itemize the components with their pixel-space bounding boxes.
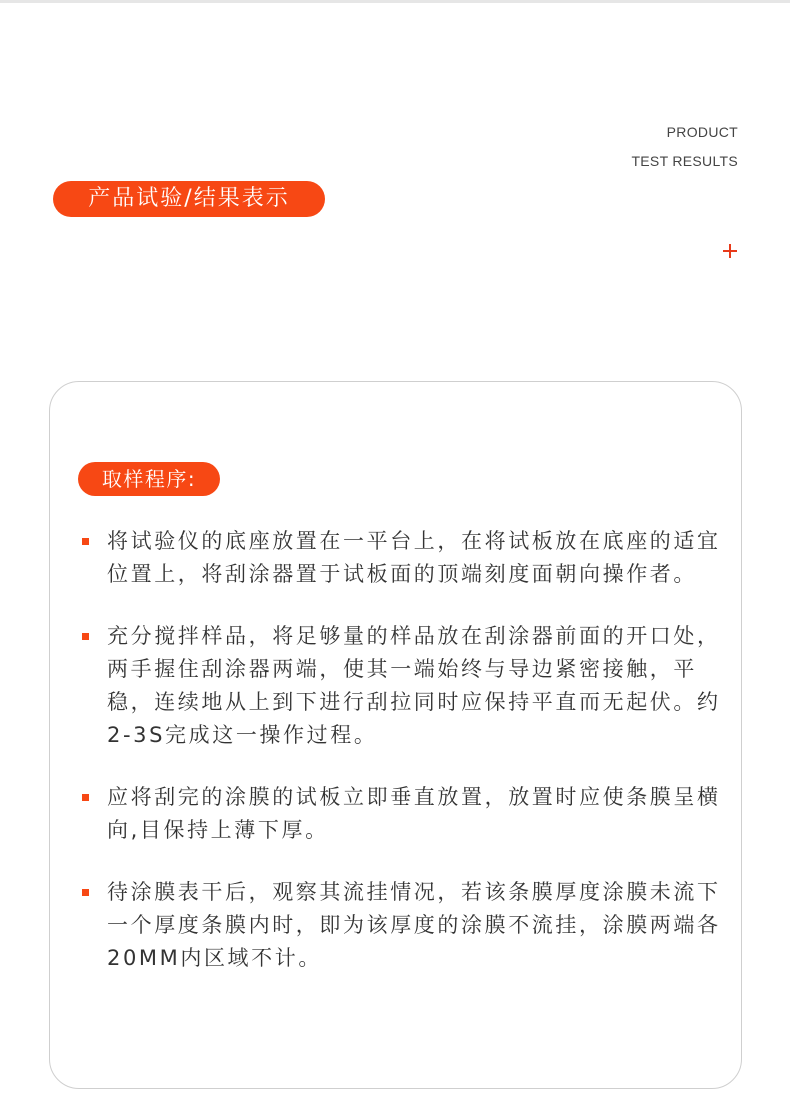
english-heading	[631, 118, 738, 176]
procedure-list	[82, 525, 722, 975]
english-heading-line-1: PRODUCT	[666, 124, 738, 140]
list-item-text: 应将刮完的涂膜的试板立即垂直放置，放置时应使条膜呈横向,目保持上薄下厚。	[107, 785, 721, 842]
page-title: 产品试验/结果表示	[53, 181, 325, 217]
list-item-text: 将试验仪的底座放置在一平台上，在将试板放在底座的适宜位置上，将刮涂器置于试板面的顶端刻度面朝向操作者。	[107, 529, 721, 586]
square-bullet-icon	[82, 889, 89, 896]
square-bullet-icon	[82, 538, 89, 545]
list-item	[82, 620, 722, 752]
plus-icon	[723, 244, 737, 258]
top-divider	[0, 0, 790, 3]
list-item-text: 充分搅拌样品，将足够量的样品放在刮涂器前面的开口处，两手握住刮涂器两端，使其一端始终与导边紧密接触，平稳，连续地从上到下进行刮拉同时应保持平直而无起伏。约2-3S完成这一操作过程。	[107, 624, 721, 747]
square-bullet-icon	[82, 794, 89, 801]
list-item	[82, 876, 722, 975]
square-bullet-icon	[82, 633, 89, 640]
section-label: 取样程序:	[78, 462, 220, 496]
english-heading-line-2: TEST RESULTS	[631, 153, 738, 169]
list-item-text: 待涂膜表干后，观察其流挂情况，若该条膜厚度涂膜未流下一个厚度条膜内时，即为该厚度的涂膜不流挂，涂膜两端各20MM内区域不计。	[107, 880, 721, 970]
list-item	[82, 781, 722, 847]
list-item	[82, 525, 722, 591]
